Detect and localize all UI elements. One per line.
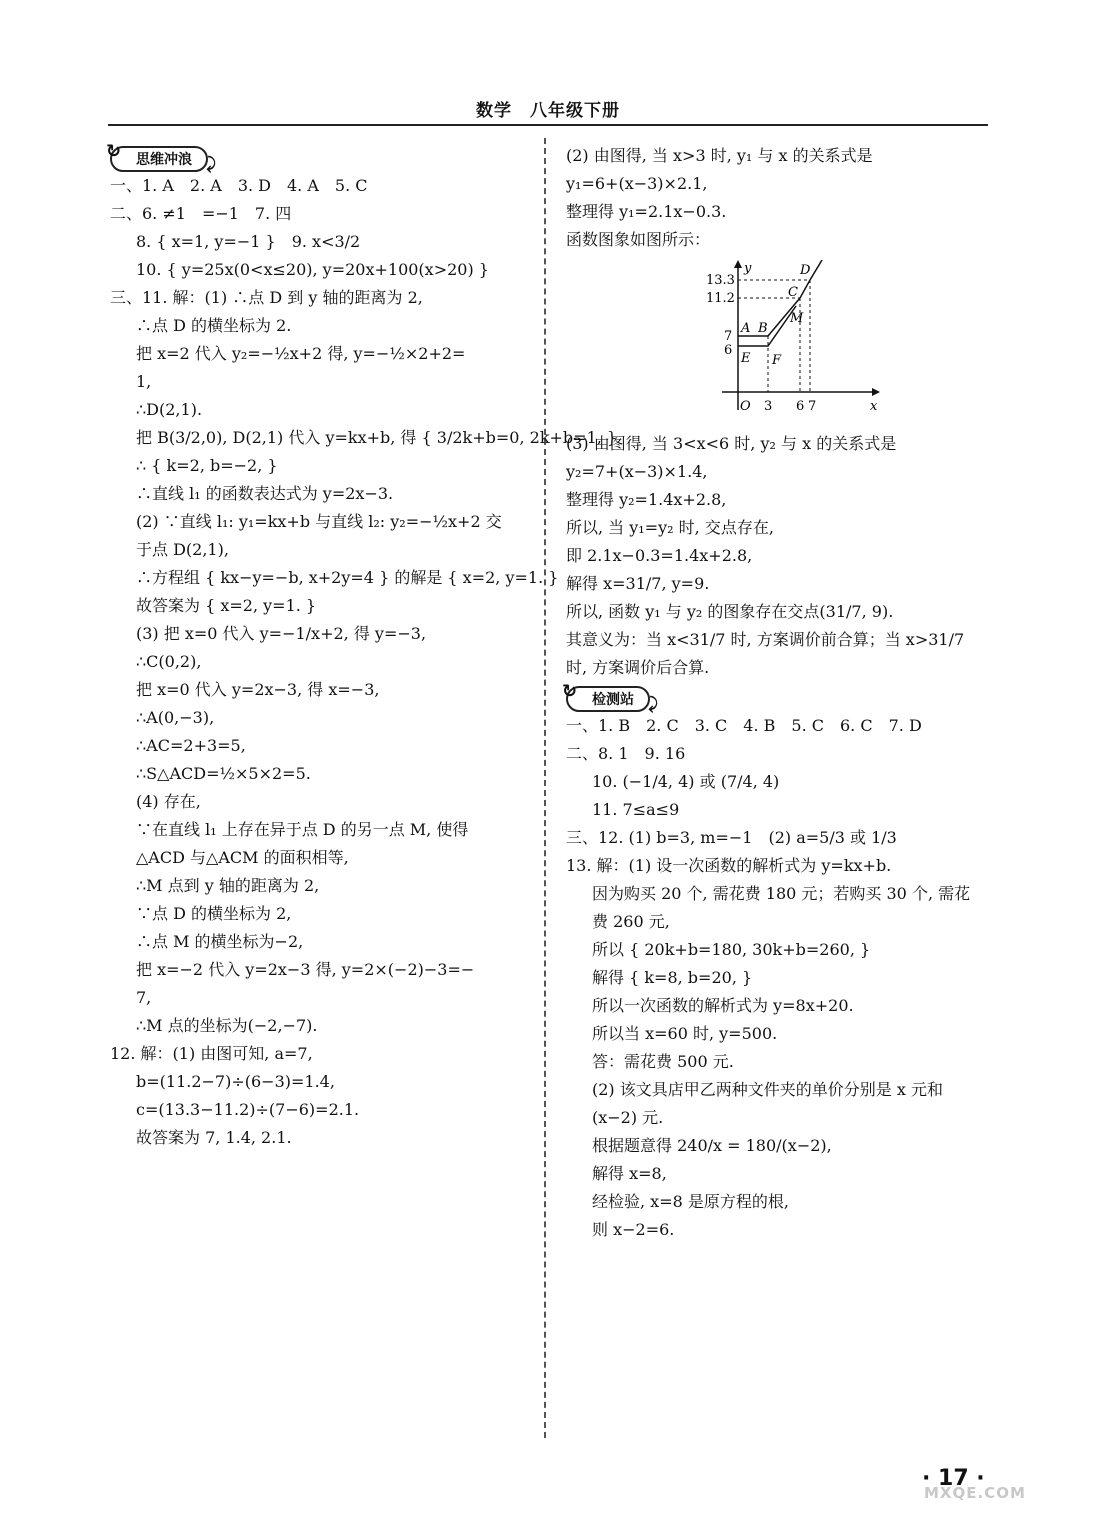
answer-line: (2) 由图得, 当 x>3 时, y₁ 与 x 的关系式是 [566,146,873,165]
answer-line: 二、8. 1 9. 16 [566,744,686,763]
section-label-thinking: ↻ 思维冲浪 ⤸ [110,146,208,172]
answer-line: 13. 解：(1) 设一次函数的解析式为 y=kx+b. [566,856,892,875]
y-axis-arrow-icon [734,260,742,268]
answer-line: 因为购买 20 个, 需花费 180 元；若购买 30 个, 需花 [592,884,971,903]
point-label: D [800,263,811,278]
answer-line: 7, [136,988,152,1007]
answer-line: 一、1. B 2. C 3. C 4. B 5. C 6. C 7. D [566,716,922,735]
answer-line: (x−2) 元. [592,1108,664,1127]
answer-line: ∴C(0,2), [136,652,202,671]
answer-line: 解得 x=8, [592,1164,667,1183]
origin-label: O [740,399,751,414]
answer-line: 其意义为：当 x<31/7 时, 方案调价前合算；当 x>31/7 [566,630,965,649]
answer-line: 费 260 元, [592,912,670,931]
answer-line: (4) 存在, [136,792,201,811]
answer-line: ∴AC=2+3=5, [136,736,246,755]
answer-line: ∴M 点的坐标为(−2,−7). [136,1016,318,1035]
answer-line: 所以, 当 y₁=y₂ 时, 交点存在, [566,518,774,537]
answer-line: b=(11.2−7)÷(6−3)=1.4, [136,1072,335,1091]
answer-line: 1, [136,372,152,391]
point-label: A [741,321,751,336]
curl-tail-icon: ⤸ [648,694,658,713]
section-label-check: ↻ 检测站 ⤸ [566,686,650,712]
y-tick-label: 11.2 [706,291,735,306]
x-axis-arrow-icon [872,388,880,396]
answer-line: 一、1. A 2. A 3. D 4. A 5. C [110,176,368,195]
point-label: B [758,321,768,336]
y-axis-label: y [744,261,752,276]
answer-line: 把 x=−2 代入 y=2x−3 得, y=2×(−2)−3=− [136,960,475,979]
answer-line: ∴ { k=2, b=−2, } [136,456,278,475]
point-label: M [790,311,804,326]
header-title: 数学 八年级下册 [476,101,620,121]
point-label: C [788,285,798,300]
answer-line: c=(13.3−11.2)÷(7−6)=2.1. [136,1100,360,1119]
x-tick-label: 7 [808,399,817,414]
answer-line: 把 B(3/2,0), D(2,1) 代入 y=kx+b, 得 { 3/2k+b=0, 2k+b=1, } [136,428,618,447]
answer-line: 所以 { 20k+b=180, 30k+b=260, } [592,940,871,959]
answer-line: 8. { x=1, y=−1 } 9. x<3/2 [136,232,361,251]
answer-line: 根据题意得 240/x = 180/(x−2), [592,1136,832,1155]
answer-line: ∴直线 l₁ 的函数表达式为 y=2x−3. [136,484,394,503]
answer-line: ∴点 D 的横坐标为 2. [136,316,292,335]
answer-line: y₂=7+(x−3)×1.4, [566,462,708,481]
answer-line: (3) 由图得, 当 3<x<6 时, y₂ 与 x 的关系式是 [566,434,897,453]
answer-line: ∴A(0,−3), [136,708,215,727]
y-tick-label: 13.3 [706,273,735,288]
answer-line: 二、6. ≠1 =−1 7. 四 [110,204,292,223]
answer-line: 故答案为 7, 1.4, 2.1. [136,1128,292,1147]
answer-line: △ACD 与△ACM 的面积相等, [136,848,349,867]
answer-line: 于点 D(2,1), [136,540,229,559]
answer-line: ∴S△ACD=½×5×2=5. [136,764,311,783]
point-label: E [741,351,751,366]
answer-line: ∴方程组 { kx−y=−b, x+2y=4 } 的解是 { x=2, y=1. } [136,568,559,587]
answer-line: 12. 解：(1) 由图可知, a=7, [110,1044,313,1063]
page-header [108,96,988,126]
x-tick-label: 6 [796,399,805,414]
x-axis-label: x [870,399,878,414]
answer-line: ∵在直线 l₁ 上存在异于点 D 的另一点 M, 使得 [136,820,469,839]
answer-line: 函数图象如图所示： [566,230,711,249]
answer-line: 经检验, x=8 是原方程的根, [592,1192,789,1211]
answer-line: (3) 把 x=0 代入 y=−1/x+2, 得 y=−3, [136,624,427,643]
column-divider [544,138,546,1438]
answer-line: 所以, 函数 y₁ 与 y₂ 的图象存在交点(31/7, 9). [566,602,894,621]
answer-line: (2) 该文具店甲乙两种文件夹的单价分别是 x 元和 [592,1080,943,1099]
answer-line: 解得 x=31/7, y=9. [566,574,710,593]
answer-line: 整理得 y₁=2.1x−0.3. [566,202,727,221]
answer-line: 即 2.1x−0.3=1.4x+2.8, [566,546,753,565]
answer-line: 所以当 x=60 时, y=500. [592,1024,778,1043]
answer-line: ∴点 M 的横坐标为−2, [136,932,304,951]
answer-line: 把 x=2 代入 y₂=−½x+2 得, y=−½×2+2= [136,344,466,363]
answer-line: 三、12. (1) b=3, m=−1 (2) a=5/3 或 1/3 [566,828,897,847]
answer-line: 所以一次函数的解析式为 y=8x+20. [592,996,854,1015]
answer-line: 把 x=0 代入 y=2x−3, 得 x=−3, [136,680,380,699]
answer-line: y₁=6+(x−3)×2.1, [566,174,708,193]
x-tick-label: 3 [764,399,773,414]
answer-line: ∵点 D 的横坐标为 2, [136,904,292,923]
answer-line: 解得 { k=8, b=20, } [592,968,753,987]
curl-arrow-icon: ↻ [106,141,122,162]
y-tick-label: 7 [724,329,733,344]
answer-line: 则 x−2=6. [592,1220,675,1239]
answer-line: 10. (−1/4, 4) 或 (7/4, 4) [592,772,780,791]
answer-line: 三、11. 解：(1) ∴点 D 到 y 轴的距离为 2, [110,288,423,307]
answer-line: 答：需花费 500 元. [592,1052,734,1071]
answer-line: ∴M 点到 y 轴的距离为 2, [136,876,320,895]
answer-line: ∴D(2,1). [136,400,203,419]
y-tick-label: 6 [724,343,733,358]
watermark: MXQE.COM [924,1484,1026,1502]
answer-line: 整理得 y₂=1.4x+2.8, [566,490,727,509]
curl-tail-icon: ⤸ [206,154,216,173]
answer-line: 时, 方案调价后合算. [566,658,710,677]
answer-line: 10. { y=25x(0<x≤20), y=20x+100(x>20) } [136,260,489,279]
answer-line: 故答案为 { x=2, y=1. } [136,596,317,615]
page-number: · 17 · [922,1466,985,1491]
function-graph [692,260,882,420]
answer-line: (2) ∵直线 l₁: y₁=kx+b 与直线 l₂: y₂=−½x+2 交 [136,512,502,531]
point-label: F [772,353,782,368]
right-column [562,142,991,1244]
answer-line: 11. 7≤a≤9 [592,800,680,819]
curl-arrow-icon: ↻ [562,681,578,702]
